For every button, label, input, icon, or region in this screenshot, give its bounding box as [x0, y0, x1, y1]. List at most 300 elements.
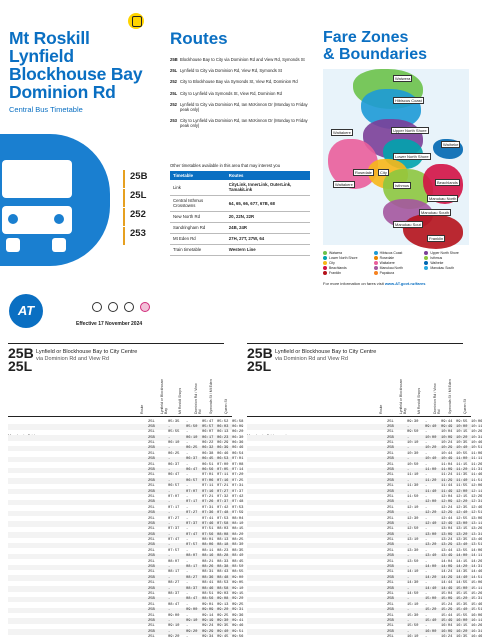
time-cell: 08:35	[232, 548, 244, 553]
time-cell: 06:17	[202, 435, 214, 440]
other-timetables-table	[170, 171, 310, 256]
time-cell: 09:55	[456, 419, 468, 424]
time-cell: 16:11	[471, 618, 482, 623]
time-cell: 25L	[148, 484, 155, 489]
time-cell: 07:51	[202, 527, 214, 532]
route-item	[170, 68, 310, 73]
time-cell: 14:15	[456, 559, 468, 564]
time-cell: -	[425, 635, 428, 640]
time-cell: 25B	[387, 608, 394, 613]
time-cell: 25B	[387, 500, 394, 505]
time-cell: 06:07	[202, 430, 214, 435]
time-cell: -	[425, 592, 428, 596]
time-cell: 15:00	[456, 586, 468, 591]
time-cell: 13:46	[471, 538, 482, 543]
time-cell: 25B	[387, 575, 394, 580]
timetable-column-headers	[247, 377, 471, 417]
time-cell: 25L	[148, 624, 155, 629]
page-subtitle: Central Bus Timetable	[9, 105, 83, 114]
time-cell: 07:27	[217, 489, 229, 494]
time-cell: 08:17	[186, 565, 198, 570]
route-item	[170, 118, 310, 128]
time-cell: 06:23	[217, 435, 229, 440]
time-cell: 13:29	[441, 543, 453, 548]
time-cell: 09:40	[217, 629, 229, 634]
map-zone-label: Manukau South	[421, 210, 450, 215]
time-cell: 08:33	[217, 559, 229, 564]
time-cell: 08:27	[186, 575, 198, 580]
time-cell: 10:31	[471, 435, 482, 440]
time-cell: 25L	[148, 592, 155, 596]
time-cell: 10:35	[456, 441, 468, 446]
timetable-routes: Western Line	[226, 244, 310, 255]
time-cell: -	[168, 532, 171, 537]
time-cell: 14:44	[441, 581, 453, 586]
time-cell: 25B	[387, 629, 394, 634]
time-cell: 05:35	[168, 419, 180, 424]
time-cell: 12:49	[441, 521, 453, 526]
time-cell: 08:50	[232, 565, 244, 570]
route-code: 252	[170, 101, 177, 107]
time-cell: 06:47	[168, 473, 180, 478]
time-cell: 12:15	[456, 494, 468, 499]
time-cell: 25B	[148, 543, 155, 548]
time-cell: 12:24	[441, 505, 453, 510]
time-cell: -	[425, 505, 428, 510]
time-cell: -	[425, 473, 428, 478]
time-cell: 12:04	[441, 494, 453, 499]
route-desc: Lynfield to City via Dominion Rd, View Rd, Symonds St	[180, 68, 282, 74]
time-cell: -	[186, 441, 189, 446]
time-cell: 11:11	[471, 457, 482, 462]
time-cell: 15:00	[425, 597, 437, 602]
time-cell: 05:57	[202, 424, 214, 429]
time-cell: 07:05	[217, 468, 229, 473]
time-cell: 25B	[148, 629, 155, 634]
route-desc: Lynfield to City via Dominion Rd, Ian McKinnon Dr (Monday to Friday peak only)	[180, 101, 308, 113]
time-cell: -	[407, 446, 410, 451]
time-cell: 08:04	[232, 516, 244, 521]
map-zone-label: City	[380, 170, 387, 175]
table-row	[170, 195, 310, 211]
fare-zones-section	[323, 29, 471, 286]
time-cell: -	[186, 624, 189, 629]
time-cell: 15:10	[407, 602, 419, 607]
column-header: Queen St	[463, 399, 467, 414]
map-zone-label: Isthmus	[395, 183, 410, 188]
time-cell: -	[407, 618, 410, 623]
time-cell: 07:41	[202, 516, 214, 521]
time-cell: -	[407, 424, 410, 429]
time-cell: 11:10	[407, 473, 419, 478]
column-header: Symonds St / Mt Eden	[448, 379, 452, 414]
time-cell: 06:25	[168, 451, 180, 456]
time-cell: 16:35	[456, 635, 468, 640]
time-cell: 06:38	[202, 451, 214, 456]
time-cell: 09:25	[232, 602, 244, 607]
time-cell: 07:20	[232, 473, 244, 478]
time-cell: 08:28	[217, 554, 229, 559]
time-cell: 08:16	[202, 554, 214, 559]
time-cell: 25B	[148, 597, 155, 602]
time-cell: 07:57	[168, 548, 180, 553]
time-cell: 06:54	[232, 451, 244, 456]
timetable-rows	[8, 419, 244, 640]
time-cell: 13:11	[471, 521, 482, 526]
time-cell: 09:25	[217, 613, 229, 618]
time-cell: 09:50	[407, 430, 419, 435]
time-cell: -	[186, 592, 189, 596]
time-cell: 07:01	[232, 457, 244, 462]
title-line: Blockhouse Bay	[9, 64, 143, 84]
time-cell: -	[186, 473, 189, 478]
time-cell: 16:00	[456, 618, 468, 623]
time-cell: 07:46	[202, 521, 214, 526]
time-cell: -	[168, 511, 171, 516]
time-cell: 25L	[148, 505, 155, 510]
time-cell: 11:00	[456, 457, 468, 462]
time-cell: 14:20	[425, 575, 437, 580]
time-cell: 14:10	[407, 570, 419, 575]
time-cell: 09:05	[232, 581, 244, 586]
time-cell: -	[407, 457, 410, 462]
time-cell: -	[407, 608, 410, 613]
time-cell: 07:48	[217, 511, 229, 516]
column-header: Queen St	[224, 399, 228, 414]
legend-label: Hibiscus Coast	[379, 251, 403, 255]
time-cell: -	[425, 462, 428, 467]
time-cell: -	[425, 538, 428, 543]
time-cell: 25L	[387, 441, 394, 446]
time-cell: -	[168, 446, 171, 451]
time-cell: 25L	[148, 527, 155, 532]
time-cell: -	[186, 559, 189, 564]
time-cell: 25B	[148, 575, 155, 580]
timetable-left	[8, 345, 244, 640]
time-cell: 09:03	[217, 592, 229, 596]
time-cell: 25B	[148, 457, 155, 462]
time-cell: -	[168, 629, 171, 634]
time-cell: 09:19	[202, 618, 214, 623]
time-cell: 12:31	[471, 500, 482, 505]
time-cell: 25B	[387, 597, 394, 602]
timetable-routes: 20, 22N, 22R	[226, 211, 310, 222]
time-cell: 07:53	[232, 505, 244, 510]
time-cell: 12:26	[471, 494, 482, 499]
map-zone-label: Rosedale	[355, 170, 372, 175]
time-cell: 07:57	[186, 543, 198, 548]
route-desc: City to Lynfield via Dominion Rd, Ian McKinnon Dr (Monday to Friday peak only)	[180, 118, 308, 129]
time-cell: 10:00	[425, 435, 437, 440]
route-desc: City to Blockhouse Bay via Symonds St, View Rd, Dominion Rd	[180, 79, 298, 85]
time-cell: 14:40	[425, 586, 437, 591]
time-cell: 08:27	[168, 581, 180, 586]
time-cell: 25L	[148, 548, 155, 553]
legend-label: Papakura	[379, 271, 395, 275]
time-cell: 08:47	[186, 597, 198, 602]
time-cell: 25L	[148, 602, 155, 607]
time-cell: 08:31	[202, 570, 214, 575]
time-cell: 25B	[387, 586, 394, 591]
time-cell: -	[425, 527, 428, 532]
time-cell: 11:40	[425, 489, 437, 494]
accessibility-icons	[92, 302, 150, 312]
time-cell: 09:14	[202, 613, 214, 618]
time-cell: 08:01	[202, 538, 214, 543]
time-cell: 12:10	[407, 505, 419, 510]
time-cell: 10:15	[456, 430, 468, 435]
time-cell: 12:11	[471, 489, 482, 494]
other-timetables-note: Other timetables available in this area that may interest you	[170, 162, 281, 168]
table-row	[247, 635, 482, 640]
time-cell: 09:20	[186, 629, 198, 634]
column-header: Mt Roskill Shops	[178, 387, 182, 414]
time-cell: 25L	[387, 516, 394, 521]
legend-swatch	[374, 251, 378, 255]
time-cell: 06:29	[217, 441, 229, 446]
timetable-routes: 24B, 24R	[226, 222, 310, 233]
legend-swatch	[374, 271, 378, 275]
legend-swatch	[374, 266, 378, 270]
time-cell: 06:10	[168, 441, 180, 446]
time-cell: 09:29	[202, 629, 214, 634]
time-cell: 25B	[148, 586, 155, 591]
time-cell: 25B	[387, 457, 394, 462]
time-cell: 08:56	[202, 597, 214, 602]
map-zone-label: Manukau North	[429, 196, 457, 201]
time-cell: 12:00	[456, 489, 468, 494]
timetable-header	[8, 347, 232, 373]
time-cell: 11:44	[441, 484, 453, 489]
time-cell: 14:40	[456, 575, 468, 580]
time-cell: 13:40	[456, 543, 468, 548]
time-cell: 08:18	[217, 543, 229, 548]
time-cell: 14:50	[407, 592, 419, 596]
time-cell: 25B	[148, 424, 155, 429]
time-cell: -	[186, 516, 189, 521]
map-zone-label: Franklin	[429, 236, 444, 241]
time-cell: 25L	[148, 473, 155, 478]
time-cell: 25L	[387, 613, 394, 618]
time-cell: 15:20	[425, 608, 437, 613]
time-cell: 07:17	[186, 500, 198, 505]
time-cell: 25B	[387, 435, 394, 440]
time-cell: 25L	[387, 451, 394, 456]
time-cell: 14:04	[441, 559, 453, 564]
time-cell: 25L	[148, 494, 155, 499]
time-cell: 13:09	[441, 532, 453, 537]
map-zone-label: Hibiscus Coast	[395, 98, 422, 103]
time-cell: 08:26	[202, 565, 214, 570]
legend-item	[424, 251, 471, 255]
time-cell: 14:31	[471, 565, 482, 570]
time-cell: 15:50	[407, 624, 419, 629]
time-cell: 08:25	[232, 538, 244, 543]
routes-heading: Routes	[170, 29, 228, 48]
time-cell: 13:10	[407, 538, 419, 543]
timetable-name: Sandringham Rd	[170, 222, 226, 233]
legend-swatch	[323, 266, 327, 270]
route-code: 252	[170, 79, 177, 85]
time-cell: 08:23	[217, 548, 229, 553]
time-cell: 25B	[148, 554, 155, 559]
time-cell: -	[186, 635, 189, 640]
time-cell: 13:06	[471, 516, 482, 521]
time-cell: -	[186, 581, 189, 586]
route-badge: 25B	[123, 170, 147, 188]
time-cell: 06:09	[232, 424, 244, 429]
time-cell: -	[168, 457, 171, 462]
legend-label: Beachlands	[329, 266, 347, 270]
time-cell: -	[407, 565, 410, 570]
time-cell: -	[425, 613, 428, 618]
time-cell: 13:24	[441, 538, 453, 543]
route-code: 25L	[170, 90, 178, 96]
page-title	[9, 29, 169, 101]
time-cell: 09:10	[232, 586, 244, 591]
time-cell: 07:14	[232, 468, 244, 473]
time-cell: 15:46	[471, 602, 482, 607]
time-cell: 07:58	[217, 521, 229, 526]
table-row	[170, 180, 310, 196]
route-badge: 252	[123, 208, 147, 226]
map-zone-label: Beachlands	[437, 180, 458, 185]
time-cell: 08:45	[232, 559, 244, 564]
time-cell: 08:43	[217, 570, 229, 575]
time-cell: 11:35	[456, 473, 468, 478]
time-cell: 07:11	[217, 473, 229, 478]
time-cell: 06:53	[217, 457, 229, 462]
time-cell: 06:51	[202, 462, 214, 467]
time-cell: 25B	[387, 424, 394, 429]
time-cell: 07:53	[217, 516, 229, 521]
time-cell: 12:35	[456, 505, 468, 510]
time-cell: 12:40	[425, 521, 437, 526]
time-cell: 09:00	[168, 613, 180, 618]
time-cell: 08:55	[232, 570, 244, 575]
time-cell: -	[186, 419, 189, 424]
time-cell: 13:26	[471, 527, 482, 532]
time-cell: 07:27	[168, 516, 180, 521]
time-cell: 11:20	[456, 468, 468, 473]
time-cell: 25B	[387, 618, 394, 623]
time-cell: 25L	[387, 430, 394, 435]
time-cell: 25L	[387, 602, 394, 607]
time-cell: 05:47	[202, 419, 214, 424]
time-cell: 25B	[387, 554, 394, 559]
time-cell: 11:46	[471, 473, 482, 478]
timetable-name: Mt Eden Rd	[170, 233, 226, 244]
time-cell: 25B	[148, 489, 155, 494]
time-cell: 09:00	[186, 608, 198, 613]
time-cell: 08:08	[217, 532, 229, 537]
time-cell: 10:29	[441, 446, 453, 451]
time-cell: 25L	[148, 419, 155, 424]
time-cell: 15:31	[471, 597, 482, 602]
time-cell: -	[407, 597, 410, 602]
route-item	[170, 79, 310, 84]
time-cell: -	[168, 618, 171, 623]
time-cell: 15:26	[471, 592, 482, 596]
time-cell: -	[425, 570, 428, 575]
time-cell: 13:40	[425, 554, 437, 559]
time-cell: -	[425, 484, 428, 489]
time-cell: 08:17	[168, 570, 180, 575]
time-cell: 11:09	[441, 468, 453, 473]
time-cell: 16:20	[456, 629, 468, 634]
time-cell: -	[186, 538, 189, 543]
time-cell: 25L	[148, 538, 155, 543]
time-cell: 10:06	[471, 419, 482, 424]
time-cell: -	[186, 494, 189, 499]
time-cell: 12:46	[471, 505, 482, 510]
time-cell: -	[186, 570, 189, 575]
time-cell: 25B	[387, 468, 394, 473]
time-cell: 07:06	[202, 478, 214, 483]
route-desc: Blockhouse Bay to City via Dominion Rd and View Rd, Symonds St	[180, 57, 305, 62]
fares-link[interactable]: www.AT.govt.nz/fares	[384, 281, 426, 286]
time-cell: 14:00	[456, 554, 468, 559]
time-cell: 14:26	[471, 559, 482, 564]
at-logo: AT	[9, 294, 43, 328]
time-cell: 10:40	[425, 457, 437, 462]
time-cell: 07:37	[232, 489, 244, 494]
legend-swatch	[323, 271, 327, 275]
time-cell: -	[168, 597, 171, 602]
time-cell: 13:55	[456, 548, 468, 553]
time-cell: -	[407, 543, 410, 548]
time-cell: 07:16	[202, 489, 214, 494]
time-cell: 10:00	[456, 424, 468, 429]
legend-swatch	[374, 256, 378, 260]
time-cell: 25B	[148, 478, 155, 483]
legend-label: Waiwera	[329, 251, 343, 255]
time-cell: 25B	[387, 511, 394, 516]
time-cell: 10:04	[441, 430, 453, 435]
effective-date: Effective 17 November 2024	[76, 321, 143, 327]
time-cell: 05:55	[168, 430, 180, 435]
time-cell: 13:15	[456, 527, 468, 532]
time-cell: 12:20	[456, 500, 468, 505]
time-cell: 15:40	[425, 618, 437, 623]
network-icon	[140, 302, 150, 312]
legend-item	[424, 266, 471, 270]
legend-item	[323, 256, 370, 260]
time-cell: 16:15	[456, 624, 468, 629]
time-cell: -	[407, 586, 410, 591]
time-cell: -	[425, 451, 428, 456]
time-cell: 12:55	[456, 516, 468, 521]
time-cell: 07:47	[168, 538, 180, 543]
time-cell: 07:26	[202, 500, 214, 505]
time-cell: 08:38	[217, 565, 229, 570]
time-cell: -	[168, 478, 171, 483]
time-cell: 10:44	[441, 451, 453, 456]
time-cell: 07:21	[202, 494, 214, 499]
legend-swatch	[323, 256, 327, 260]
time-cell: -	[425, 494, 428, 499]
time-cell: 07:11	[202, 484, 214, 489]
time-cell: 08:40	[232, 554, 244, 559]
time-cell: 11:00	[425, 468, 437, 473]
time-cell: 13:31	[471, 532, 482, 537]
route-code: 25L	[170, 68, 178, 74]
time-cell: 14:51	[471, 575, 482, 580]
legend-label: Rosedale	[379, 256, 394, 260]
time-cell: -	[425, 516, 428, 521]
time-cell: 10:50	[407, 462, 419, 467]
legend-swatch	[424, 251, 428, 255]
